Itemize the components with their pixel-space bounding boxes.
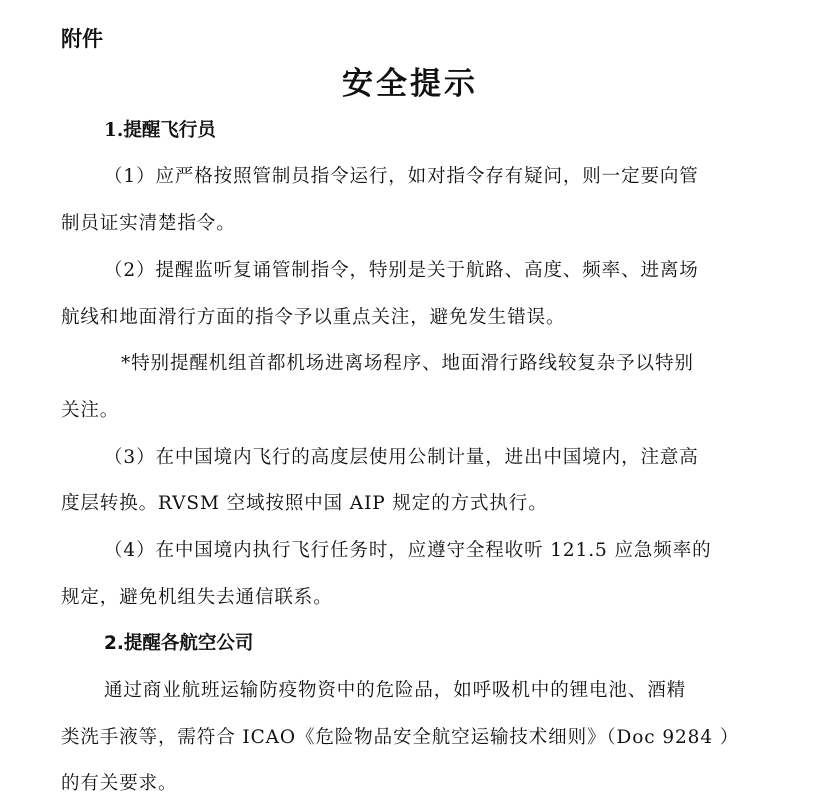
s1-star-line-2: 关注。 <box>61 400 120 421</box>
s1-p2-line-2: 航线和地面滑行方面的指令予以重点关注，避免发生错误。 <box>61 307 566 328</box>
s1-p4-line-2: 规定，避免机组失去通信联系。 <box>61 587 333 608</box>
s1-p3-line-2: 度层转换。RVSM 空域按照中国 AIP 规定的方式执行。 <box>61 493 548 514</box>
section-2-heading: 2.提醒各航空公司 <box>104 633 254 654</box>
s1-p3-line-1: （3）在中国境内飞行的高度层使用公制计量，进出中国境内，注意高 <box>104 447 699 468</box>
s2-p1-line-3: 的有关要求。 <box>61 773 178 794</box>
s1-p4-line-1: （4）在中国境内执行飞行任务时，应遵守全程收听 121.5 应急频率的 <box>104 540 712 561</box>
s2-p1-line-2: 类洗手液等，需符合 ICAO《危险物品安全航空运输技术细则》（Doc 9284 ） <box>61 727 740 748</box>
document-title: 安全提示 <box>342 66 478 102</box>
attachment-label: 附件 <box>61 27 103 51</box>
s1-p2-line-1: （2）提醒监听复诵管制指令，特别是关于航路、高度、频率、进离场 <box>104 260 699 281</box>
section-1-heading: 1.提醒飞行员 <box>104 120 216 141</box>
s1-p1-line-2: 制员证实清楚指令。 <box>61 213 236 234</box>
s1-star-line-1: *特别提醒机组首都机场进离场程序、地面滑行路线较复杂予以特别 <box>121 353 694 374</box>
s2-p1-line-1: 通过商业航班运输防疫物资中的危险品，如呼吸机中的锂电池、酒精 <box>104 680 687 701</box>
s1-p1-line-1: （1）应严格按照管制员指令运行，如对指令存有疑问，则一定要向管 <box>104 166 699 187</box>
